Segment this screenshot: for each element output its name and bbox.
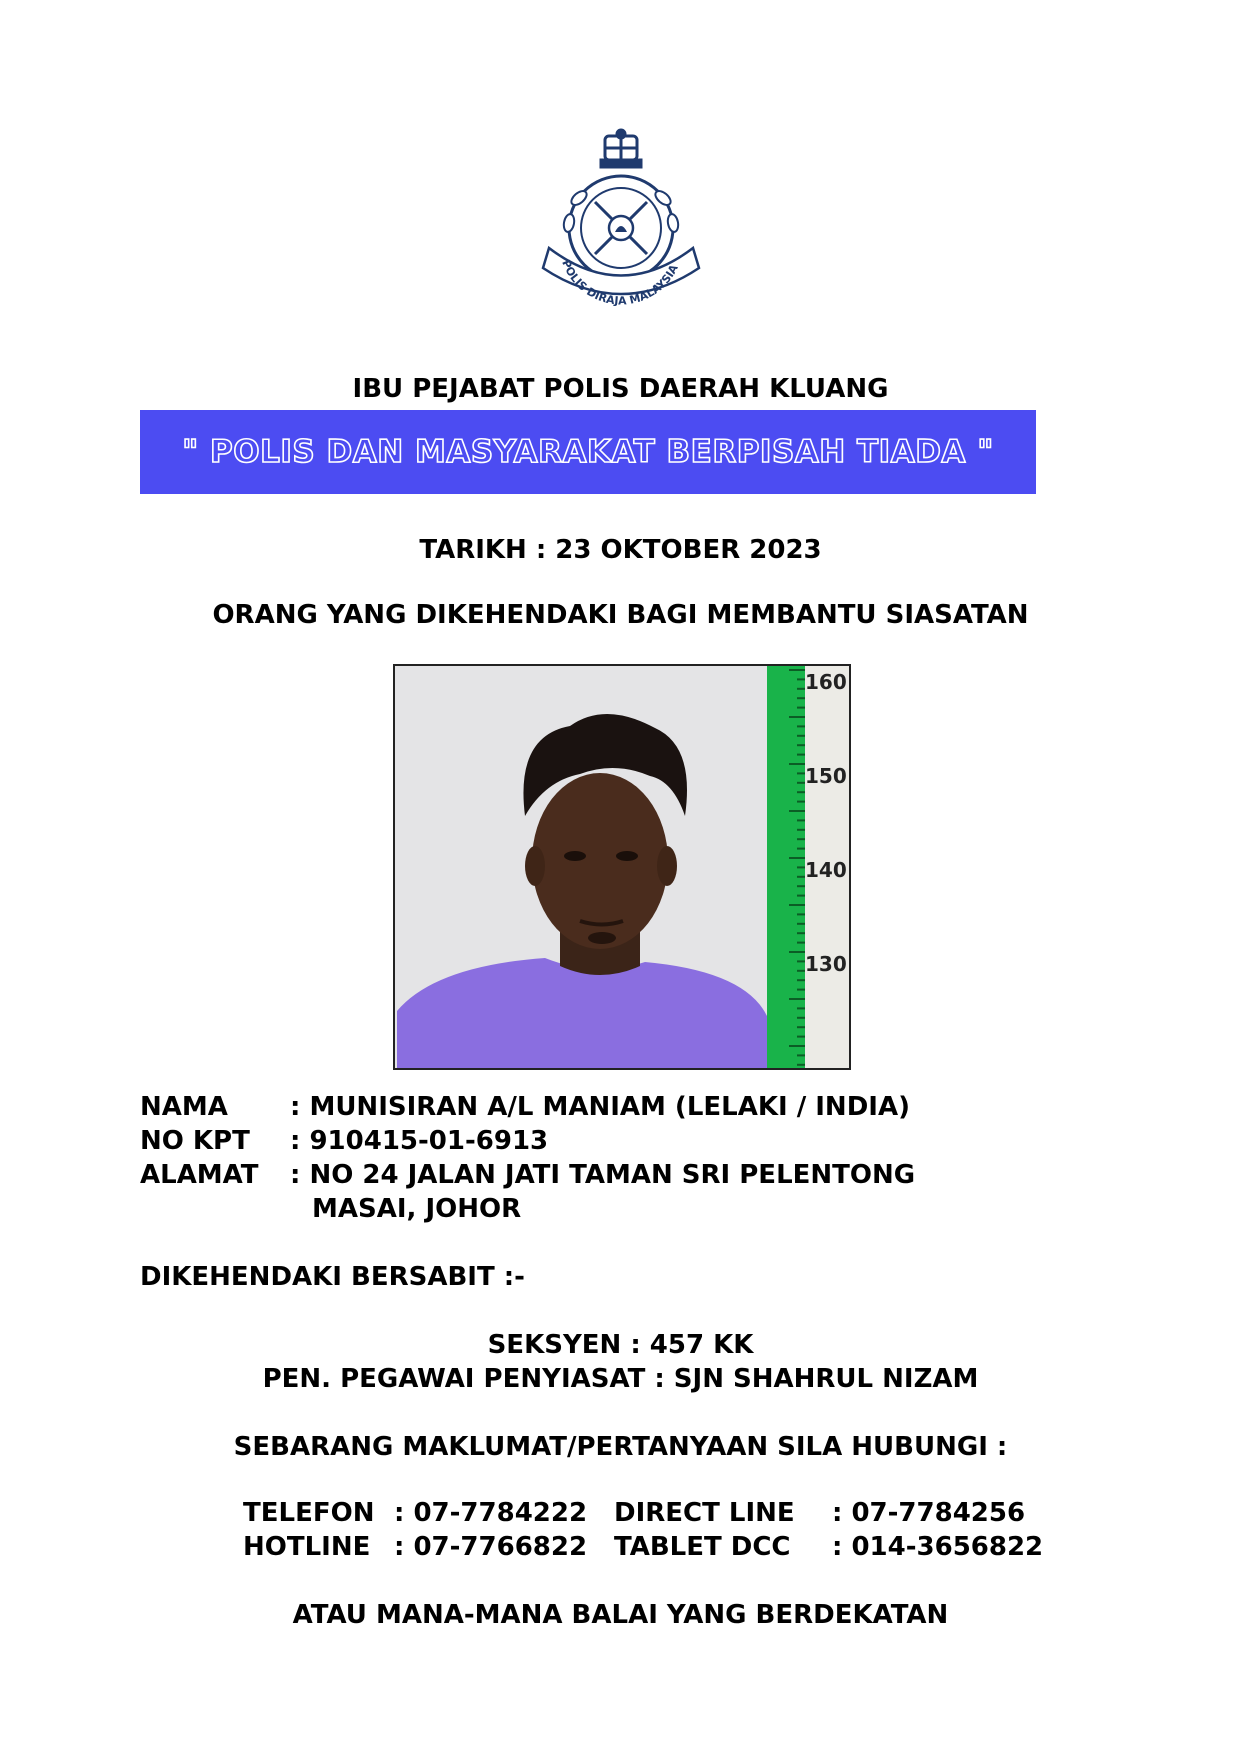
slogan-text: " POLIS DAN MASYARAKAT BERPISAH TIADA ": [182, 434, 994, 470]
address-label: ALAMAT: [140, 1160, 259, 1190]
subtitle: ORANG YANG DIKEHENDAKI BAGI MEMBANTU SIASATAN: [212, 600, 1029, 630]
scale-mark-160: 160: [805, 670, 847, 694]
date-line: TARIKH : 23 OKTOBER 2023: [419, 535, 822, 565]
hotline-label: HOTLINE: [243, 1532, 371, 1562]
address-line2: MASAI, JOHOR: [312, 1194, 522, 1224]
direct-line-label: DIRECT LINE: [614, 1498, 795, 1528]
direct-line-value: : 07-7784256: [832, 1498, 1026, 1528]
wanted-heading: DIKEHENDAKI BERSABIT :-: [140, 1262, 525, 1292]
contact-heading: SEBARANG MAKLUMAT/PERTANYAAN SILA HUBUNGI :: [233, 1432, 1008, 1462]
name-label: NAMA: [140, 1092, 228, 1122]
section-line: SEKSYEN : 457 KK: [487, 1330, 754, 1360]
crest-ring-text: POLIS DIRAJA MALAYSIA: [559, 258, 681, 306]
officer-line: PEN. PEGAWAI PENYIASAT : SJN SHAHRUL NIZAM: [262, 1364, 979, 1394]
telefon-value: : 07-7784222: [394, 1498, 588, 1528]
scale-mark-140: 140: [805, 858, 847, 882]
slogan-banner: [140, 410, 1036, 494]
tablet-dcc-value: : 014-3656822: [832, 1532, 1044, 1562]
footer-note: ATAU MANA-MANA BALAI YANG BERDEKATAN: [292, 1600, 949, 1630]
name-value: : MUNISIRAN A/L MANIAM (LELAKI / INDIA): [290, 1092, 910, 1122]
crown-icon: [601, 130, 641, 167]
scale-mark-130: 130: [805, 952, 847, 976]
suspect-photo: [393, 664, 851, 1070]
ic-value: : 910415-01-6913: [290, 1126, 549, 1156]
office-title: IBU PEJABAT POLIS DAERAH KLUANG: [352, 374, 889, 404]
address-line1: : NO 24 JALAN JATI TAMAN SRI PELENTONG: [290, 1160, 916, 1190]
police-crest-logo: [539, 128, 703, 306]
scale-mark-150: 150: [805, 764, 847, 788]
tablet-dcc-label: TABLET DCC: [614, 1532, 791, 1562]
telefon-label: TELEFON: [243, 1498, 375, 1528]
ic-label: NO KPT: [140, 1126, 250, 1156]
hotline-value: : 07-7766822: [394, 1532, 588, 1562]
